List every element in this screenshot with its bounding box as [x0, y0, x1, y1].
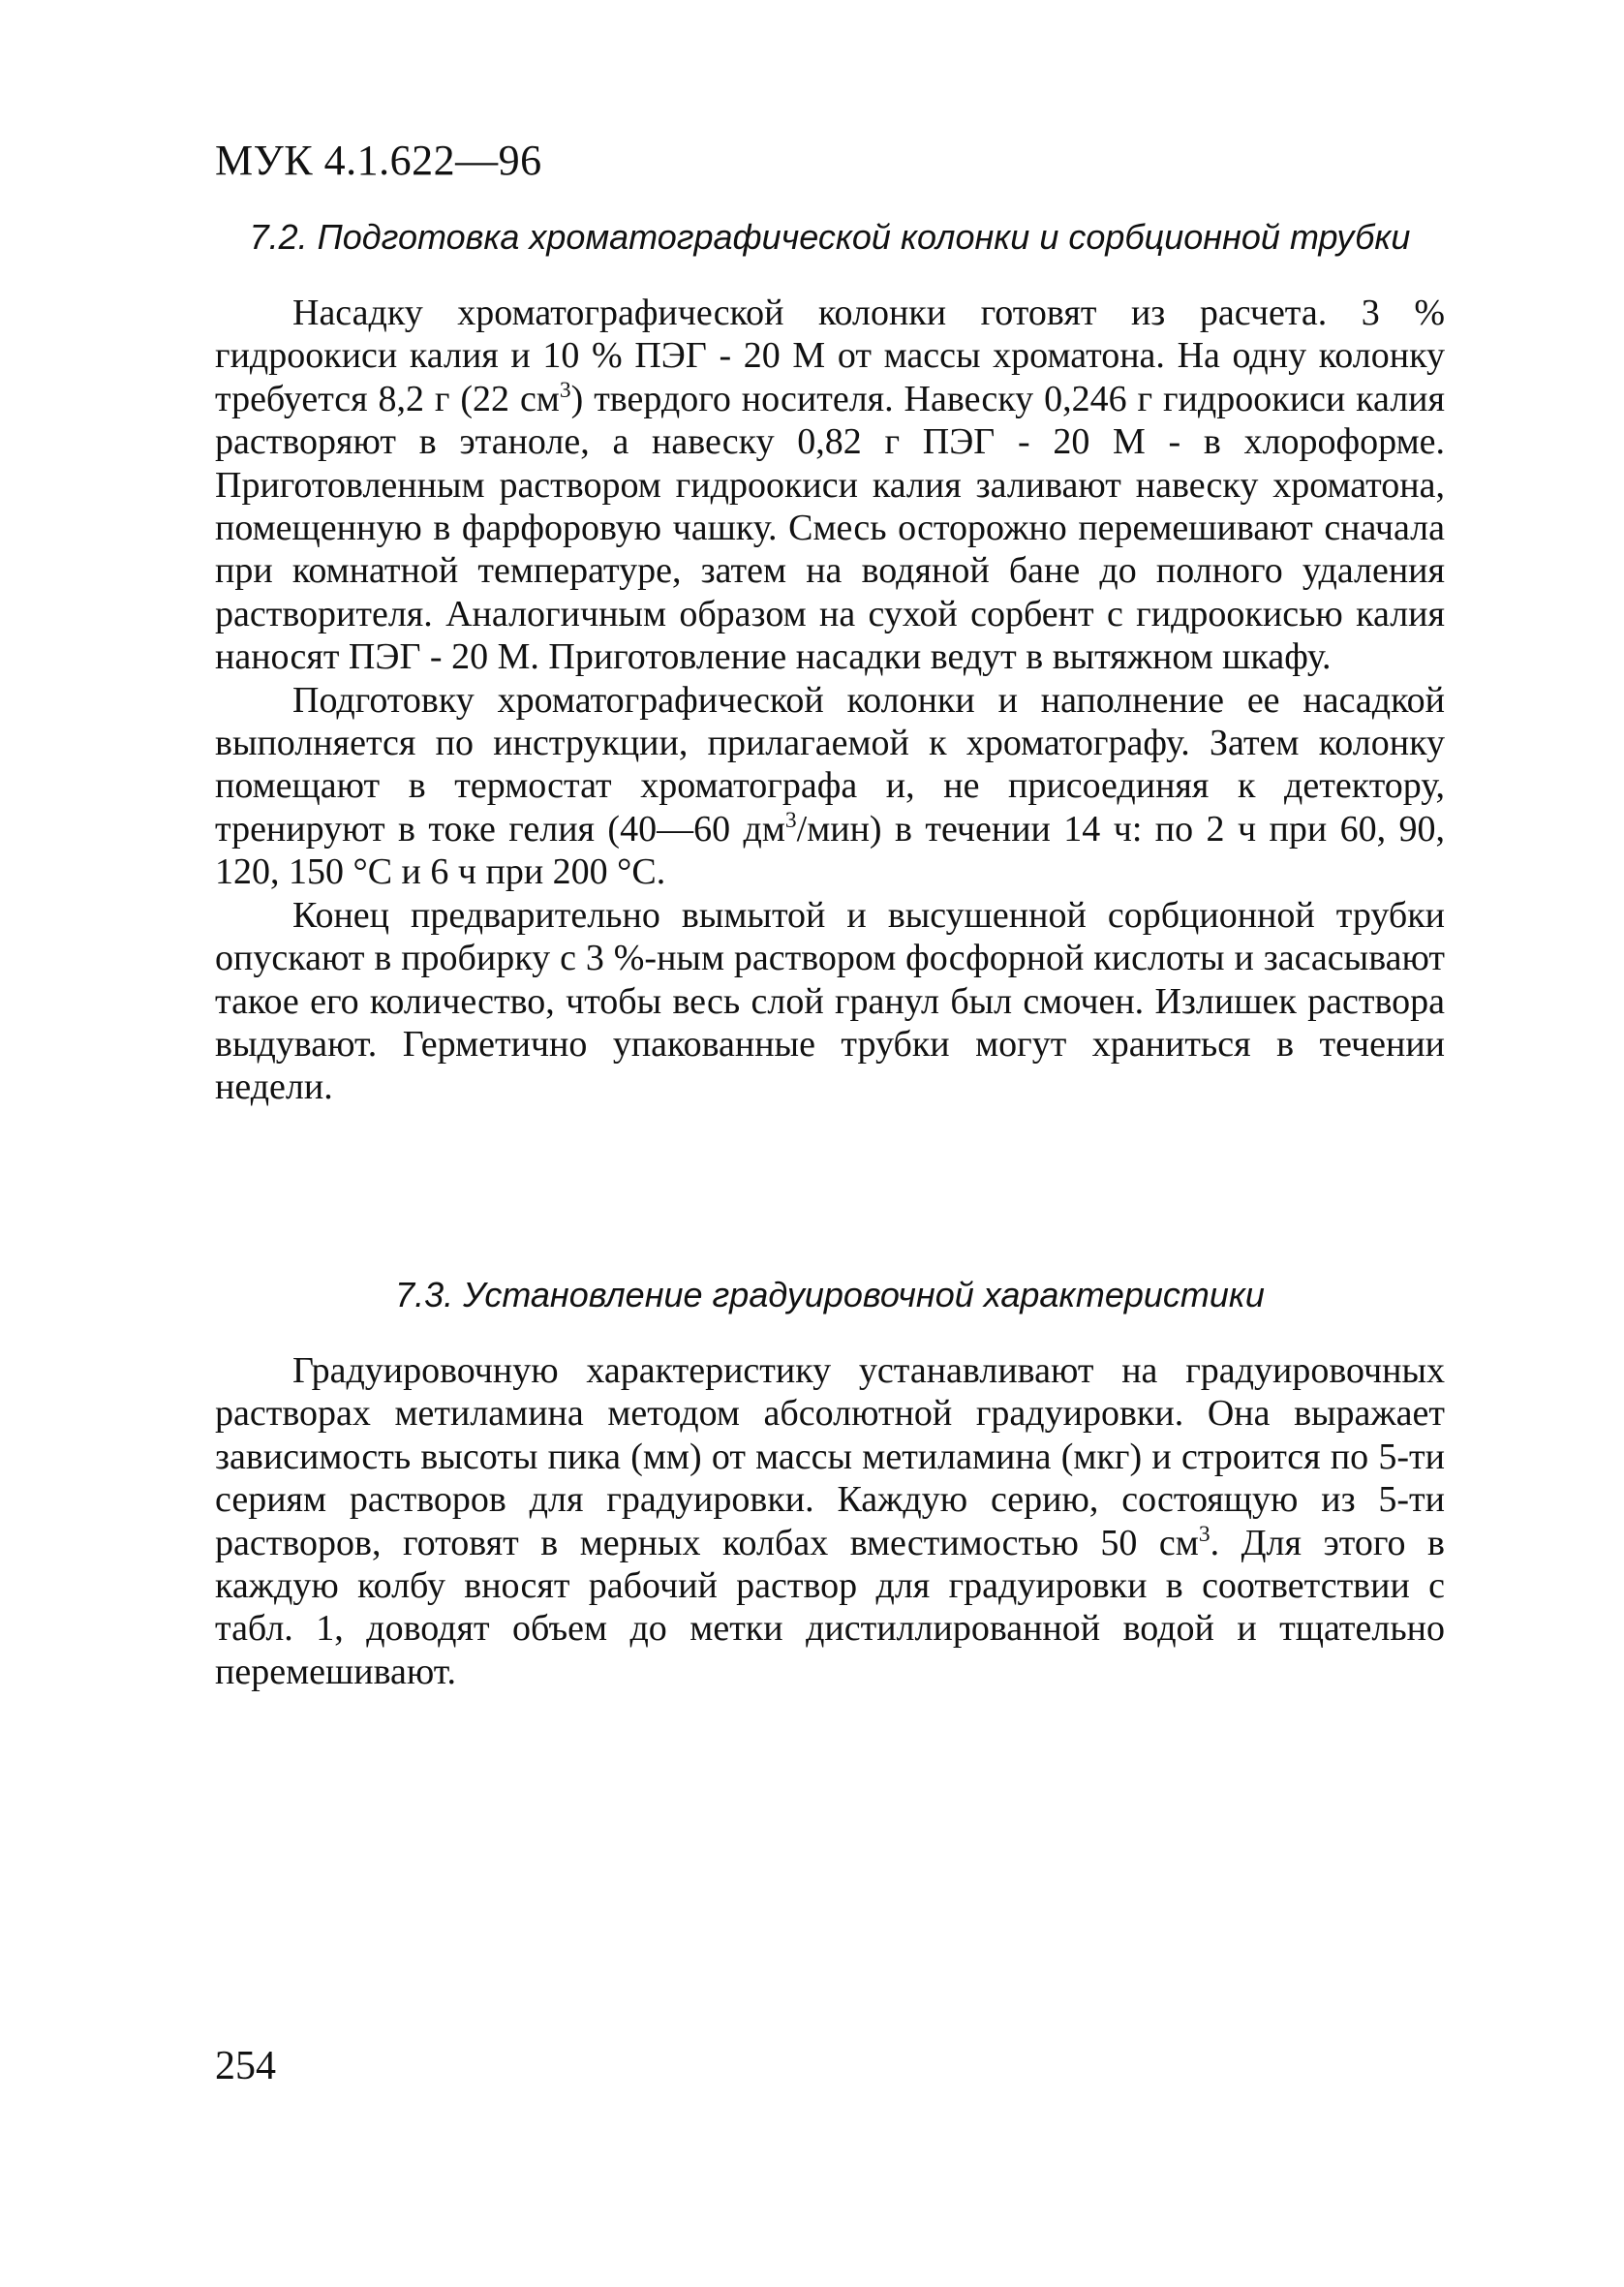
- section-body-7-2: [215, 292, 1445, 1109]
- section-heading-7-3: 7.3. Установление градуировочной характеристики: [395, 1275, 1265, 1314]
- paragraph-column-preparation: [215, 679, 1445, 894]
- paragraph-text: /мин) в течении 14 ч: по 2 ч при 60, 90, 120, 150 °С и 6 ч при 200 °С.: [215, 808, 1445, 893]
- paragraph-sorption-tube: Конец предварительно вымытой и высушенной сорбционной трубки опускают в пробирку с 3 %-ным раствором фосфорной кислоты и засасывают такое его количество, чтобы весь слой гранул был смочен. Излишек раствора выдувают. Герметично упакованные трубки могут храниться в течении недели.: [215, 894, 1445, 1108]
- paragraph-text: ) твердого носителя. Навеску 0,246 г гидроокиси калия растворяют в этаноле, а навеску 0,82 г ПЭГ - 20 М - в хлороформе. Приготовленным раствором гидроокиси калия заливают навеску хроматона, помещенную в фарфоровую чашку. Смесь осторожно перемешивают сначала при комнатной температуре, затем на водяной бане до полного удаления растворителя. Аналогичным образом на сухой сорбент с гидроокисью калия наносят ПЭГ - 20 М. Приготовление насадки ведут в вытяжном шкафу.: [215, 378, 1445, 678]
- paragraph-text: . Для этого в каждую колбу вносят рабочий раствор для градуировки в соответствии с табл. 1, доводят объем до метки дистиллированной водой и тщательно перемешивают.: [215, 1522, 1445, 1692]
- paragraph-text: Градуировочную характеристику устанавливают на градуировочных растворах метиламина методом абсолютной градуировки. Она выражает зависимость высоты пика (мм) от массы метиламина (мкг) и строится по 5-ти сериям растворов для градуировки. Каждую серию, состоящую из 5-ти растворов, готовят в мерных колбах вместимостью 50 см: [215, 1350, 1445, 1563]
- superscript: 3: [559, 377, 571, 403]
- section-heading-7-2: 7.2. Подготовка хроматографической колонки и сорбционной трубки: [249, 217, 1411, 257]
- superscript: 3: [784, 807, 797, 833]
- section-body-7-3: [215, 1349, 1445, 1693]
- page-number: 254: [215, 2044, 276, 2088]
- document-code: МУК 4.1.622—96: [215, 137, 542, 184]
- paragraph-text: Насадку хроматографической колонки готовят из расчета. 3 % гидроокиси калия и 10 % ПЭГ - 20 М от массы хроматона. На одну колонку требуется 8,2 г (22 см: [215, 293, 1445, 419]
- paragraph-column-packing: [215, 292, 1445, 679]
- paragraph-text: Подготовку хроматографической колонки и наполнение ее насадкой выполняется по инструкции, прилагаемой к хроматографу. Затем колонку помещают в термостат хроматографа и, не присоединяя к детектору, тренируют в токе гелия (40—60 дм: [215, 679, 1445, 850]
- paragraph-calibration: [215, 1349, 1445, 1693]
- superscript: 3: [1198, 1521, 1210, 1547]
